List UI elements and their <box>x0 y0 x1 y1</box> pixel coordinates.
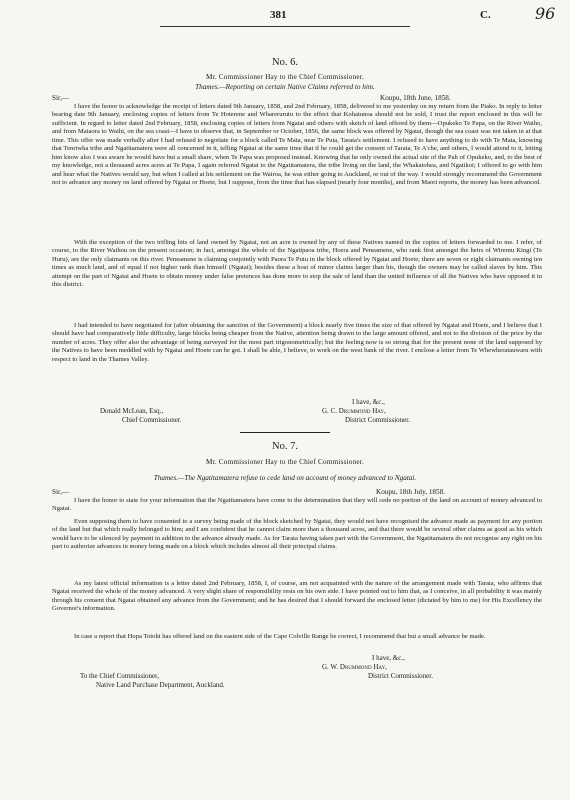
section-divider <box>240 432 330 433</box>
doc7-salutation: Sir,— <box>52 488 70 496</box>
doc7-paragraph-1: I have the honor to state for your information that the Ngatitamatera have come to the determination that they will cede no portion of the land on account of money advanced to Ngatai. <box>52 497 542 513</box>
doc7-title: Mr. Commissioner Hay to the Chief Commissioner. <box>206 458 364 466</box>
header-rule <box>160 26 410 27</box>
doc6-recipient-title: Chief Commissioner. <box>122 416 182 424</box>
doc6-title: Mr. Commissioner Hay to the Chief Commissioner. <box>206 73 364 81</box>
series-letter: C. <box>480 9 491 21</box>
doc6-salutation: Sir,— <box>52 94 70 102</box>
doc7-paragraph-3: As my latest official information is a letter dated 2nd February, 1858, I, of course, am not acquainted with the nature of the arrangement made with Tarata, who affirms that Ngatai received the whole of the money advanced. A very slight share of responsibility rests on his own side. I have pointed out to him that, as I conceive, in all probability it was mainly through his consent that Ngatai obtained any advance from the Government; and he has desired that I should forward the enclosed letter (dictated by him to me) for His Excellency the Governor's information. <box>52 580 542 613</box>
handwritten-page-number: 96 <box>535 4 556 23</box>
doc7-number: No. 7. <box>272 441 298 452</box>
doc7-signer-title: District Commissioner. <box>368 672 433 680</box>
doc7-subtitle: Thames.—The Ngatitamatera refuse to cede land on account of money advanced to Ngatai. <box>153 474 417 482</box>
doc7-recipient-title: Native Land Purchase Department, Auckland. <box>96 681 225 689</box>
doc6-signer-name: G. C. Drummond Hay, <box>322 407 386 415</box>
doc6-recipient-name: Donald McLean, Esq., <box>100 407 164 415</box>
doc6-paragraph-1: I have the honor to acknowledge the receipt of letters dated 9th January, 1858, and 2nd February, 1858, delivered to me yesterday on my return from the Piako. In reply to letter bearing date 9th January, enclosing copies of letters from Te Hoterene and Wharerurutu to the effect that Kohatunoa should not be sold, I trust the report enclosed in this will be sufficient. In regard to letter dated 2nd February, 1858, enclosing copies of letters from Ngatai and others with sketch of land offered by them—Opukeko Te Papa, on the River Waiho, and from Mataora to Waihi, on the sea coast—I have to observe that, in September or October, 1856, the same block was offered by Ngatai, though the sea coast was not taken in at that time. This offer was made verbally after I had refused to negotiate for a block called Te Mata, near Te Puta, Tarata's settlement. I refused to have anything to do with Te Mata, knowing that Tenriwha tribe and Ngatitamatera were all concerned in it, telling Ngatai at the same time that if he could get the consent of Tarata, Te A'che, and others, I would attend to it, letting him know also I was aware he would have but a small share, when Te Papa was proposed instead. Knowing that he only owned the actual site of the Pah of Opukeko, and, to the best of my knowledge, not a thousand acres acres at Te Papa, I again referred Ngatai to the Ngatitamatera, the tribe living on the land, the Whakatohea, and Ngatikoi; I offered to go with him and hear what the Natives would say, but when I called at his settlement on the Wairoa, he was either going to Auckland, or out of the way. I would strongly recommend the Government not to advance any money on land offered by Ngatai or Hoete, but I suppose, from the time that has elapsed (nearly four months), and from Maori reports, the money has been advanced. <box>52 103 542 187</box>
doc7-recipient-name: To the Chief Commissioner, <box>80 672 159 680</box>
doc6-paragraph-2: With the exception of the two trifling bits of land owned by Ngatai, not an acre is owned by any of these Natives named in the copies of letters forwarded to me. I refer, of course, to the River Waihou on the present occasion; in fact, amongst the whole of the Ngatipaoa tribe, Hoera and Peneamene, who rank first amongst the heirs of Wiremu Kingi (Te Huru), are the only claimants on this river. Peneamene is claiming conjointly with Paora Te Putu in the block offered by Ngatai and Hoete; there are seven or eight claimants owning ten times as much land, and of equal if not higher rank than himself (Ngatai); besides these a host of minor claims larger than his, though the owners may be called slaves by him. This attempt on the part of Ngatai and Hoete to obtain money under false pretences has done more to stop the sale of land than the united influence of all the Natives who have opposed it in this district. <box>52 239 542 289</box>
doc6-closing: I have, &c., <box>352 398 385 406</box>
doc6-paragraph-3: I had intended to have negotiated for (after obtaining the sanction of the Government) a block nearly five times the size of that offered by Ngatai and Hoete, and I believe that I should have had comparatively little difficulty, large blocks being cheaper from the Native, attention being drawn to the large amount offered, and not to the division of the price by the number of acres. They offer also the advantage of being surveyed for the most part trigonometrically; but the feeling now is so strong that for the present none of the land supposed by the Natives to have been meddled with by Ngatai and Hoete can be got. I shall be able, I believe, to work on the west bank of the river. I enclose a letter from Te Whewheratauwaru with respect to land in the Thames Valley. <box>52 322 542 363</box>
doc7-closing: I have, &c., <box>372 654 405 662</box>
doc7-place-date: Koupu, 18th July, 1858. <box>376 488 446 496</box>
doc7-signer-name: G. W. Drummond Hay, <box>322 663 387 671</box>
doc7-paragraph-2: Even supposing them to have consented to a survey being made of the block sketched by Ngatai, they would not have recognised the advance made as payment for any portion of the land but that which really belonged to him; and I am confident that he cannot claim more than a thousand acres, and that there would be several other claims as good as his which would have to be silenced by payment in addition to the advance already made. As for Tarata having taken part with the Government, the Ngatitamatera do not recognise any right on his part to authorize advances in money being made on a block which includes almost all their principal claims. <box>52 518 542 551</box>
doc6-place-date: Koupu, 18th June, 1858. <box>380 94 451 102</box>
page-number: 381 <box>270 9 287 21</box>
doc6-subtitle: Thames.—Reporting on certain Native Claims referred to him. <box>195 83 375 91</box>
doc7-paragraph-4: In case a report that Hopa Totohi has offered land on the eastern side of the Cape Colville Range be correct, I recommend that but a small advance be made. <box>74 633 486 640</box>
doc6-signer-title: District Commissioner. <box>345 416 410 424</box>
doc6-number: No. 6. <box>272 57 298 68</box>
